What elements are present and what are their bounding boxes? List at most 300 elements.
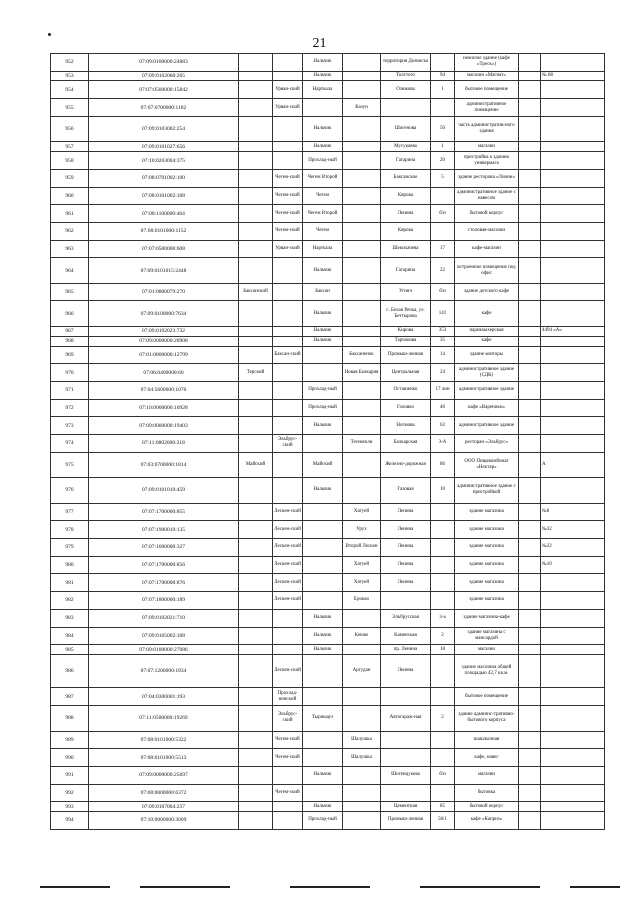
cadastral-number: 07:08:0101002:108: [89, 187, 239, 205]
district: [239, 240, 273, 258]
cadastral-number: 07:08:0101000:5513: [89, 749, 239, 767]
house-number: [431, 731, 455, 749]
empty-cell: [519, 142, 541, 152]
settlement-type: Чегем-ский: [273, 205, 303, 223]
object-name: часть административ-ного здания: [455, 116, 519, 142]
note: [541, 205, 605, 223]
row-number: 992: [51, 784, 89, 802]
house-number: [431, 222, 455, 240]
district: Терский: [239, 364, 273, 382]
object-name: здание магазина: [455, 592, 519, 610]
scan-dot: [48, 33, 51, 36]
district: [239, 812, 273, 830]
settlement-type: [273, 766, 303, 784]
district: Баксанский: [239, 283, 273, 301]
settlement-type: [273, 326, 303, 336]
district: [239, 346, 273, 364]
city: Чегем Второй: [303, 169, 343, 187]
object-name: бытовка: [455, 784, 519, 802]
district: [239, 435, 273, 453]
object-name: здание магазина: [455, 539, 519, 557]
object-name: кафе «Каприз»: [455, 812, 519, 830]
city: [303, 503, 343, 521]
object-name: кафе «Вареники»: [455, 399, 519, 417]
street: Промыш-ленная: [381, 812, 431, 830]
row-number: 954: [51, 81, 89, 99]
district: [239, 784, 273, 802]
street: [381, 749, 431, 767]
note: [541, 283, 605, 301]
note: [541, 627, 605, 645]
empty-cell: [519, 99, 541, 117]
object-name: магазин: [455, 645, 519, 655]
empty-cell: [519, 258, 541, 284]
city: [303, 731, 343, 749]
table-row: [51, 688, 605, 706]
empty-cell: [519, 417, 541, 435]
empty-cell: [519, 812, 541, 830]
settlement-type: Урван-ский: [273, 99, 303, 117]
city: [303, 688, 343, 706]
object-name: здание магазина-кафе: [455, 609, 519, 627]
row-number: 990: [51, 749, 89, 767]
village: Хатуей: [343, 574, 381, 592]
object-name: здание магазина с мансардой: [455, 627, 519, 645]
settlement-type: [273, 116, 303, 142]
cadastral-number: 07:09:0102021:710: [89, 609, 239, 627]
city: Нальчик: [303, 54, 343, 72]
note: №8: [541, 503, 605, 521]
settlement-type: [273, 399, 303, 417]
empty-cell: [519, 521, 541, 539]
house-number: 2: [431, 706, 455, 732]
street: Ленина: [381, 574, 431, 592]
row-number: 986: [51, 654, 89, 687]
note: [541, 706, 605, 732]
empty-cell: [519, 301, 541, 327]
village: [343, 802, 381, 812]
village: [343, 283, 381, 301]
house-number: 3-а: [431, 609, 455, 627]
scan-edge-line: [420, 886, 540, 888]
district: [239, 142, 273, 152]
street: Кярова: [381, 187, 431, 205]
row-number: 975: [51, 452, 89, 478]
settlement-type: Лескен-ский: [273, 556, 303, 574]
street: Железно-дорожная: [381, 452, 431, 478]
object-name: кафе: [455, 336, 519, 346]
note: [541, 731, 605, 749]
empty-cell: [519, 654, 541, 687]
empty-cell: [519, 802, 541, 812]
table-row: [51, 326, 605, 336]
village: [343, 706, 381, 732]
table-row: [51, 99, 605, 117]
street: Эльбрусская: [381, 609, 431, 627]
house-number: 46: [431, 399, 455, 417]
object-name: здание магазина общей площадью 42,7 кв.м.: [455, 654, 519, 687]
street: [381, 784, 431, 802]
district: [239, 645, 273, 655]
street: Центральная: [381, 364, 431, 382]
district: [239, 706, 273, 732]
street: Шогенцукова: [381, 766, 431, 784]
city: [303, 592, 343, 610]
street: Автогараж-ная: [381, 706, 431, 732]
village: [343, 301, 381, 327]
table-row: [51, 301, 605, 327]
settlement-type: Чегем-ский: [273, 784, 303, 802]
object-name: пристройка к зданию универмага: [455, 152, 519, 170]
city: Нарткала: [303, 240, 343, 258]
object-name: ресторан «Эльбрус»: [455, 435, 519, 453]
settlement-type: [273, 301, 303, 327]
house-number: 141: [431, 301, 455, 327]
empty-cell: [519, 222, 541, 240]
street: Ленина: [381, 503, 431, 521]
cadastral-number: 07:09:0103002:254: [89, 116, 239, 142]
settlement-type: [273, 54, 303, 72]
property-table: [50, 53, 605, 830]
village: [343, 326, 381, 336]
village: [343, 645, 381, 655]
street: Осташенко: [381, 381, 431, 399]
empty-cell: [519, 381, 541, 399]
city: Чегем: [303, 222, 343, 240]
district: [239, 749, 273, 767]
settlement-type: Прохлад-ненский: [273, 688, 303, 706]
table-row: [51, 609, 605, 627]
district: [239, 54, 273, 72]
city: Нальчик: [303, 645, 343, 655]
street: Угнич: [381, 283, 431, 301]
table-row: [51, 81, 605, 99]
row-number: 979: [51, 539, 89, 557]
house-number: б/н: [431, 283, 455, 301]
settlement-type: Лескен-ский: [273, 539, 303, 557]
row-number: 977: [51, 503, 89, 521]
row-number: 960: [51, 187, 89, 205]
table-row: [51, 731, 605, 749]
table-row: [51, 766, 605, 784]
city: [303, 346, 343, 364]
table-row: [51, 187, 605, 205]
table-row: [51, 71, 605, 81]
cadastral-number: 07:09:0000000:19403: [89, 417, 239, 435]
city: Нарткала: [303, 81, 343, 99]
table-row: [51, 627, 605, 645]
table-row: [51, 574, 605, 592]
table-row: [51, 812, 605, 830]
cadastral-number: 07:09:0101027:656: [89, 142, 239, 152]
object-name: административное здание с навесом: [455, 187, 519, 205]
street: Толстого: [381, 71, 431, 81]
note: [541, 478, 605, 504]
district: [239, 152, 273, 170]
table-row: [51, 802, 605, 812]
object-name: магазин: [455, 142, 519, 152]
village: [343, 205, 381, 223]
table-row: [51, 336, 605, 346]
settlement-type: Баксан-ский: [273, 346, 303, 364]
object-name: административное здание (СДК): [455, 364, 519, 382]
village: [343, 609, 381, 627]
cadastral-number: 07:03:0700000:1814: [89, 452, 239, 478]
district: [239, 539, 273, 557]
row-number: 971: [51, 381, 89, 399]
row-number: 987: [51, 688, 89, 706]
object-name: административное здание с пристройкой: [455, 478, 519, 504]
note: [541, 645, 605, 655]
note: [541, 54, 605, 72]
note: [541, 222, 605, 240]
note: [541, 116, 605, 142]
village: [343, 116, 381, 142]
village: Хатуей: [343, 556, 381, 574]
settlement-type: Чегем-ский: [273, 169, 303, 187]
house-number: [431, 749, 455, 767]
table-row: [51, 592, 605, 610]
scan-edge-line: [40, 886, 110, 888]
object-name: кафе: [455, 301, 519, 327]
table-row: [51, 240, 605, 258]
note: [541, 142, 605, 152]
note: [541, 802, 605, 812]
note: №32: [541, 521, 605, 539]
cadastral-number: 07:09:0101010:459: [89, 478, 239, 504]
cadastral-number: 07:10:0203004:375: [89, 152, 239, 170]
district: [239, 478, 273, 504]
village: [343, 478, 381, 504]
settlement-type: Лескен-ский: [273, 654, 303, 687]
settlement-type: [273, 71, 303, 81]
house-number: 5: [431, 169, 455, 187]
object-name: столовая-магазин: [455, 222, 519, 240]
cadastral-number: 07:07:0500000:15842: [89, 81, 239, 99]
street: Тарчокова: [381, 336, 431, 346]
cadastral-number: 07:07:1800000:189: [89, 592, 239, 610]
object-name: здание конторы: [455, 346, 519, 364]
empty-cell: [519, 169, 541, 187]
house-number: 85: [431, 802, 455, 812]
empty-cell: [519, 336, 541, 346]
object-name: кафе, навес: [455, 749, 519, 767]
district: [239, 169, 273, 187]
note: [541, 187, 605, 205]
district: [239, 802, 273, 812]
district: [239, 81, 273, 99]
village: Второй Лескен: [343, 539, 381, 557]
row-number: 969: [51, 346, 89, 364]
empty-cell: [519, 81, 541, 99]
village: [343, 688, 381, 706]
table-row: [51, 346, 605, 364]
note: [541, 609, 605, 627]
district: [239, 521, 273, 539]
cadastral-number: 07:10:0000000:10928: [89, 399, 239, 417]
row-number: 965: [51, 283, 89, 301]
cadastral-number: 07:09:0107004:237: [89, 802, 239, 812]
village: Урух: [343, 521, 381, 539]
house-number: 50: [431, 116, 455, 142]
row-number: 976: [51, 478, 89, 504]
note: [541, 688, 605, 706]
row-number: 991: [51, 766, 89, 784]
district: [239, 417, 273, 435]
object-name: шашлычная: [455, 731, 519, 749]
cadastral-number: 07:09:0100000:27086: [89, 645, 239, 655]
house-number: 17: [431, 240, 455, 258]
street: Ленина: [381, 556, 431, 574]
empty-cell: [519, 116, 541, 142]
table-row: [51, 706, 605, 732]
scan-edge-line: [290, 886, 370, 888]
row-number: 994: [51, 812, 89, 830]
cadastral-number: 07:07:1900010:135: [89, 521, 239, 539]
cadastral-number: 07:07:0700000:1182: [89, 99, 239, 117]
house-number: [431, 99, 455, 117]
empty-cell: [519, 54, 541, 72]
row-number: 974: [51, 435, 89, 453]
village: [343, 258, 381, 284]
empty-cell: [519, 364, 541, 382]
row-number: 958: [51, 152, 89, 170]
street: Головко: [381, 399, 431, 417]
note: 4494 «А»: [541, 326, 605, 336]
cadastral-number: 07:04:0300001:193: [89, 688, 239, 706]
table-row: [51, 749, 605, 767]
city: [303, 539, 343, 557]
house-number: 10: [431, 478, 455, 504]
street: Газовая: [381, 478, 431, 504]
row-number: 983: [51, 609, 89, 627]
village: [343, 187, 381, 205]
village: [343, 71, 381, 81]
row-number: 959: [51, 169, 89, 187]
cadastral-number: 07:09:0105002:108: [89, 627, 239, 645]
house-number: 35: [431, 336, 455, 346]
table-row: [51, 205, 605, 223]
district: Майский: [239, 452, 273, 478]
row-number: 953: [51, 71, 89, 81]
city: Нальчик: [303, 766, 343, 784]
table-row: [51, 54, 605, 72]
table-row: [51, 381, 605, 399]
empty-cell: [519, 766, 541, 784]
settlement-type: [273, 258, 303, 284]
settlement-type: [273, 142, 303, 152]
district: [239, 258, 273, 284]
object-name: бытовое помещение: [455, 688, 519, 706]
house-number: 3-А: [431, 435, 455, 453]
empty-cell: [519, 399, 541, 417]
object-name: бытовой корпус: [455, 802, 519, 812]
city: Нальчик: [303, 142, 343, 152]
village: Тегенекли: [343, 435, 381, 453]
settlement-type: [273, 609, 303, 627]
house-number: 17 лин: [431, 381, 455, 399]
street: Ленина: [381, 205, 431, 223]
empty-cell: [519, 592, 541, 610]
settlement-type: [273, 152, 303, 170]
row-number: 967: [51, 326, 89, 336]
object-name: административное здание: [455, 381, 519, 399]
empty-cell: [519, 645, 541, 655]
cadastral-number: 07:07:1200000:1834: [89, 654, 239, 687]
note: [541, 169, 605, 187]
empty-cell: [519, 346, 541, 364]
note: [541, 654, 605, 687]
house-number: 1: [431, 81, 455, 99]
object-name: административное помещение: [455, 99, 519, 117]
note: [541, 99, 605, 117]
village: [343, 812, 381, 830]
city: [303, 521, 343, 539]
table-row: [51, 258, 605, 284]
settlement-type: [273, 627, 303, 645]
house-number: 86: [431, 452, 455, 478]
street: Цементная: [381, 802, 431, 812]
cadastral-number: 07:04:5600000:1070: [89, 381, 239, 399]
district: [239, 609, 273, 627]
street: Ленина: [381, 521, 431, 539]
city: Нальчик: [303, 417, 343, 435]
city: Нальчик: [303, 627, 343, 645]
cadastral-number: 07:10:0000000:3009: [89, 812, 239, 830]
district: [239, 116, 273, 142]
cadastral-number: 07:09:0100000:7634: [89, 301, 239, 327]
note: [541, 301, 605, 327]
village: Шалушка: [343, 731, 381, 749]
street: [381, 688, 431, 706]
row-number: 968: [51, 336, 89, 346]
object-name: здание магазина: [455, 521, 519, 539]
cadastral-number: 07:06:0400000:60: [89, 364, 239, 382]
row-number: 970: [51, 364, 89, 382]
table-row: [51, 503, 605, 521]
city: Чегем Второй: [303, 205, 343, 223]
district: [239, 381, 273, 399]
city: Нальчик: [303, 336, 343, 346]
village: Хатуей: [343, 503, 381, 521]
note: [541, 592, 605, 610]
cadastral-number: 07:11:0802000:218: [89, 435, 239, 453]
village: Кенже: [343, 627, 381, 645]
house-number: [431, 521, 455, 539]
village: [343, 336, 381, 346]
district: [239, 336, 273, 346]
street: Кирова: [381, 326, 431, 336]
cadastral-number: 07:09:0000000:20908: [89, 336, 239, 346]
settlement-type: Урван-ский: [273, 240, 303, 258]
street: Гагарина: [381, 152, 431, 170]
empty-cell: [519, 283, 541, 301]
note: [541, 364, 605, 382]
city: [303, 784, 343, 802]
cadastral-number: 07:08:0101000:5322: [89, 731, 239, 749]
empty-cell: [519, 539, 541, 557]
object-name: нежилое здание (кафе «Треск»): [455, 54, 519, 72]
empty-cell: [519, 706, 541, 732]
object-name: здание магазина: [455, 503, 519, 521]
street: Ногмова: [381, 417, 431, 435]
table-row: [51, 364, 605, 382]
settlement-type: Чегем-ский: [273, 187, 303, 205]
house-number: [431, 574, 455, 592]
village: [343, 784, 381, 802]
city: Нальчик: [303, 301, 343, 327]
empty-cell: [519, 749, 541, 767]
